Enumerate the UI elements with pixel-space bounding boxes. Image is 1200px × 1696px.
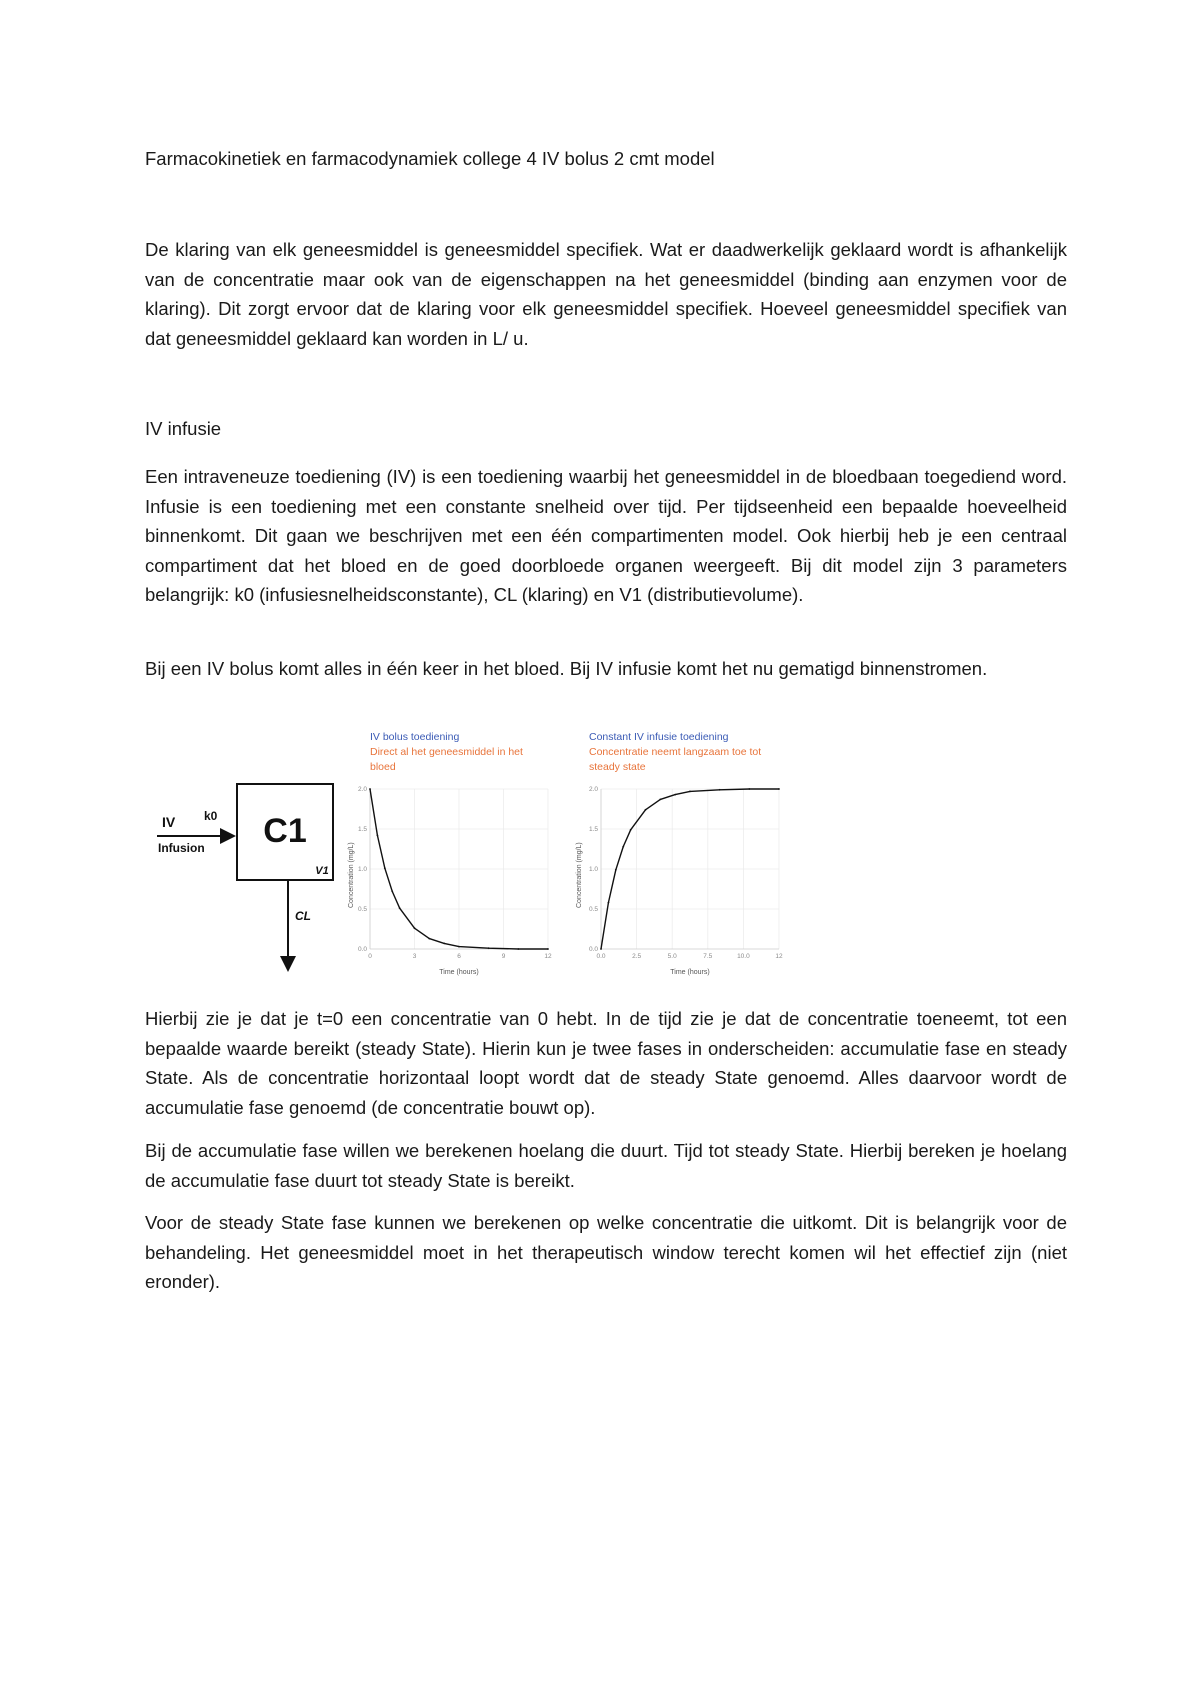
data-point: [659, 799, 661, 801]
x-tick-label: 9: [501, 953, 506, 960]
data-point: [488, 947, 490, 949]
paragraph-steady-state-intro: Hierbij zie je dat je t=0 een concentratie van 0 hebt. In de tijd zie je dat de concentratie toeneemt, tot een bepaalde waarde bereikt (steady State). Hierin kun je twee fases in onderscheiden: accumulatie fase en steady State. Als de concentratie horizontaal loopt wordt dat de steady State genoemd. Alles daarvoor wordt de accumulatie fase genoemd (de concentratie bouwt op).: [145, 1008, 1067, 1118]
y-tick-label: 1.5: [357, 826, 367, 833]
bolus-chart: [342, 728, 560, 978]
compartment-label: C1: [263, 812, 307, 850]
paragraph-iv-definition: Een intraveneuze toediening (IV) is een toediening waarbij het geneesmiddel in de bloedbaan toegediend word. Infusie is een toediening met een constante snelheid over tijd. Per tijdseenheid een bepaalde hoeveelheid binnenkomt. Dit gaan we beschrijven met een één compartimenten model. Ook hierbij heb je een centraal compartiment dat het bloed en de goed doorbloede organen weergeeft. Bij dit model zijn 3 parameters belangrijk: k0 (infusiesnelheidsconstante), CL (klaring) en V1 (distributievolume).: [145, 466, 1067, 605]
section-heading-iv-infusie: IV infusie: [145, 418, 222, 439]
data-point: [674, 794, 676, 796]
clearance-label: CL: [295, 909, 311, 923]
infusion-label: Infusion: [158, 841, 205, 855]
x-tick-label: 6: [457, 953, 461, 960]
data-point: [384, 867, 386, 869]
x-tick-label: 0: [368, 953, 372, 960]
data-point: [369, 788, 371, 790]
infusion-y-axis-label: Concentration (mg/L): [576, 842, 583, 908]
k0-label: k0: [204, 809, 218, 823]
iv-label: IV: [162, 814, 176, 830]
data-point: [600, 948, 602, 950]
bolus-caption-line1: IV bolus toediening: [370, 731, 460, 743]
data-point: [615, 869, 617, 871]
data-point: [608, 902, 610, 904]
data-point: [391, 891, 393, 893]
infusion-x-axis-label: Time (hours): [670, 969, 710, 976]
bolus-y-axis-label: Concentration (mg/L): [348, 842, 355, 908]
x-tick-label: 10.0: [737, 953, 750, 960]
bolus-caption-line2: Direct al het geneesmiddel in het: [370, 746, 523, 758]
y-tick-label: 1.0: [357, 866, 367, 873]
data-point: [377, 835, 379, 837]
y-tick-label: 0.0: [588, 946, 598, 953]
infusion-caption-line1: Constant IV infusie toediening: [589, 731, 729, 743]
data-point: [443, 943, 445, 945]
x-tick-label: 2.5: [632, 953, 642, 960]
y-tick-label: 0.5: [588, 906, 598, 913]
x-tick-label: 3: [412, 953, 417, 960]
y-tick-label: 2.0: [357, 786, 367, 793]
bolus-x-axis-label: Time (hours): [439, 969, 479, 976]
data-point: [399, 907, 401, 909]
y-tick-label: 0.5: [357, 906, 367, 913]
y-tick-label: 1.0: [588, 866, 598, 873]
data-point: [458, 946, 460, 948]
infusion-chart: [567, 728, 787, 978]
data-point: [547, 948, 549, 950]
bolus-plot-area: [358, 786, 552, 960]
document-title: Farmacokinetiek en farmacodynamiek college 4 IV bolus 2 cmt model: [145, 148, 715, 169]
data-point: [645, 809, 647, 811]
paragraph-klaring: De klaring van elk geneesmiddel is geneesmiddel specifiek. Wat er daadwerkelijk geklaard wordt is afhankelijk van de concentratie maar ook van de eigenschappen na het geneesmiddel (binding aan enzymen voor de klaring). Dit zorgt ervoor dat de klaring voor elk geneesmiddel specifiek. Hoeveel geneesmiddel specifiek van dat geneesmiddel geklaard kan worden in L/ u.: [145, 239, 1067, 349]
data-point: [689, 791, 691, 793]
x-tick-label: 7.5: [703, 953, 713, 960]
x-tick-label: 5.0: [667, 953, 677, 960]
x-tick-label: 12: [775, 953, 783, 960]
bolus-caption-line3: bloed: [370, 761, 396, 773]
infusion-caption-line2: Concentratie neemt langzaam toe tot: [589, 746, 762, 758]
infusion-plot-area: [589, 786, 783, 960]
y-tick-label: 0.0: [357, 946, 367, 953]
data-point: [778, 788, 780, 790]
data-point: [414, 927, 416, 929]
paragraph-steady-state-phase: Voor de steady State fase kunnen we berekenen op welke concentratie die uitkomt. Dit is belangrijk voor de behandeling. Het geneesmiddel moet in het therapeutisch window terecht komen wil het effectief zijn (niet eronder).: [145, 1212, 1067, 1292]
data-point: [428, 938, 430, 940]
x-tick-label: 12: [544, 953, 552, 960]
compartment-diagram: [152, 770, 352, 980]
data-point: [719, 789, 721, 791]
y-tick-label: 1.5: [588, 826, 598, 833]
data-point: [630, 829, 632, 831]
data-point: [517, 948, 519, 950]
x-tick-label: 0.0: [596, 953, 606, 960]
volume-label: V1: [315, 865, 329, 877]
data-point: [622, 846, 624, 848]
infusion-caption-line3: steady state: [589, 761, 646, 773]
y-tick-label: 2.0: [588, 786, 598, 793]
paragraph-accumulation-phase: Bij de accumulatie fase willen we berekenen hoelang die duurt. Tijd tot steady State. Hierbij bereken je hoelang de accumulatie fase duurt tot steady State is bereikt.: [145, 1140, 1067, 1191]
data-point: [748, 788, 750, 790]
paragraph-bolus-vs-infusion: Bij een IV bolus komt alles in één keer in het bloed. Bij IV infusie komt het nu gematigd binnenstromen.: [145, 658, 988, 679]
